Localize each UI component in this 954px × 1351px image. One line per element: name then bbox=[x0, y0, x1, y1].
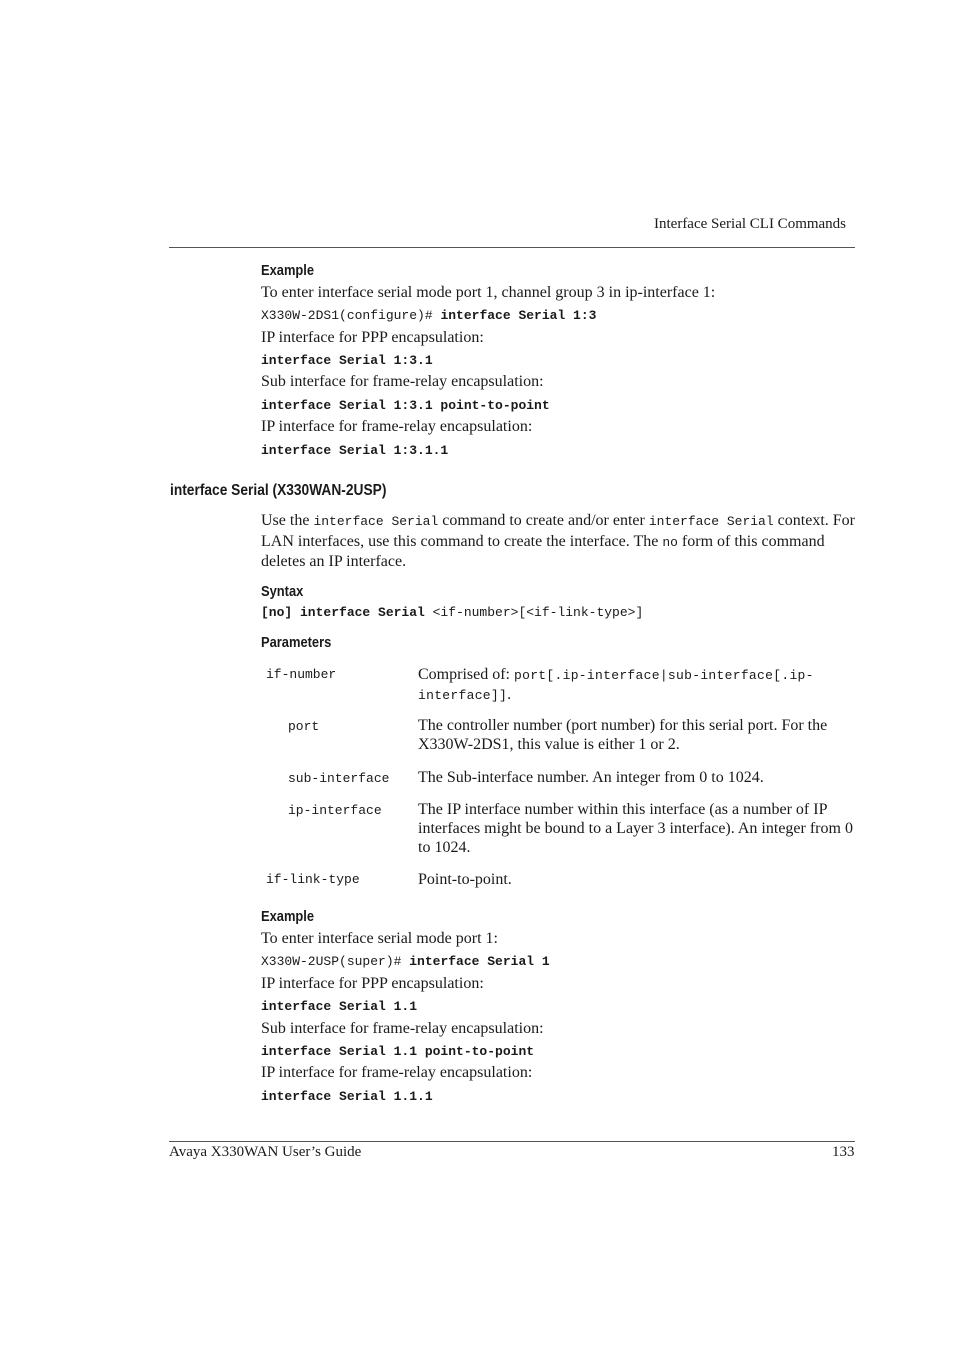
page-number: 133 bbox=[832, 1144, 855, 1160]
cli-prompt: X330W-2DS1(configure)# bbox=[261, 308, 441, 323]
syntax-line bbox=[261, 605, 643, 620]
cli-command: interface Serial 1 bbox=[409, 954, 550, 969]
example-command: interface Serial 1.1 point-to-point bbox=[261, 1044, 535, 1059]
running-header-title: Interface Serial CLI Commands bbox=[654, 216, 847, 232]
param-name: if-number bbox=[266, 667, 337, 682]
section-description bbox=[261, 511, 861, 572]
syntax-command: [no] interface Serial bbox=[261, 605, 425, 620]
example-command-line bbox=[261, 308, 596, 323]
example-command: interface Serial 1:3.1 bbox=[261, 353, 433, 368]
example-command: interface Serial 1.1 bbox=[261, 999, 418, 1014]
header-rule bbox=[169, 247, 855, 248]
param-description: The IP interface number within this interface (as a number of IP interfaces might be bound to a Layer 3 interface). An integer from 0 to 1024. bbox=[418, 801, 853, 856]
footer-title: Avaya X330WAN User’s Guide bbox=[169, 1144, 362, 1160]
description-code: interface Serial bbox=[313, 514, 439, 529]
example-label: IP interface for frame-relay encapsulation: bbox=[261, 418, 533, 435]
param-description: The Sub-interface number. An integer from 0 to 1024. bbox=[418, 769, 764, 786]
parameters-heading: Parameters bbox=[261, 634, 332, 651]
description-text: form of this command deletes an IP interface. bbox=[261, 532, 825, 570]
section-title: interface Serial (X330WAN-2USP) bbox=[170, 482, 387, 499]
param-description: The controller number (port number) for this serial port. For the X330W-2DS1, this value is either 1 or 2. bbox=[418, 717, 828, 753]
param-name: sub-interface bbox=[288, 771, 390, 786]
example-intro: To enter interface serial mode port 1: bbox=[261, 930, 498, 947]
example-label: IP interface for PPP encapsulation: bbox=[261, 975, 484, 992]
cli-command: interface Serial 1:3 bbox=[440, 308, 597, 323]
param-description bbox=[418, 665, 860, 705]
syntax-heading: Syntax bbox=[261, 583, 304, 600]
description-code: interface Serial bbox=[648, 514, 774, 529]
footer-rule bbox=[169, 1141, 855, 1142]
example-heading: Example bbox=[261, 262, 315, 279]
example-intro: To enter interface serial mode port 1, channel group 3 in ip-interface 1: bbox=[261, 284, 716, 301]
syntax-arguments: <if-number>[<if-link-type>] bbox=[424, 605, 644, 620]
param-name: if-link-type bbox=[266, 872, 360, 887]
param-name: ip-interface bbox=[288, 803, 382, 818]
example-command: interface Serial 1:3.1 point-to-point bbox=[261, 398, 550, 413]
example-command: interface Serial 1.1.1 bbox=[261, 1089, 433, 1104]
param-description-text: Comprised of: bbox=[418, 666, 514, 683]
cli-prompt: X330W-2USP(super)# bbox=[261, 954, 410, 969]
example-heading: Example bbox=[261, 908, 315, 925]
param-description: Point-to-point. bbox=[418, 871, 512, 888]
example-label: IP interface for PPP encapsulation: bbox=[261, 329, 484, 346]
param-description-text: . bbox=[507, 686, 512, 703]
example-command: interface Serial 1:3.1.1 bbox=[261, 443, 449, 458]
description-text: context. For LAN interfaces, use this command to create the interface. The bbox=[261, 512, 855, 550]
example-label: IP interface for frame-relay encapsulation: bbox=[261, 1064, 533, 1081]
example-label: Sub interface for frame-relay encapsulation: bbox=[261, 373, 544, 390]
example-label: Sub interface for frame-relay encapsulation: bbox=[261, 1020, 544, 1037]
example-command-line bbox=[261, 954, 550, 969]
param-name: port bbox=[288, 719, 320, 734]
param-description-code: port[.ip-interface|sub-interface[.ip-interface]] bbox=[418, 668, 814, 703]
description-code: no bbox=[662, 534, 678, 550]
description-text: command to create and/or enter bbox=[438, 512, 649, 529]
description-text: Use the bbox=[261, 512, 314, 529]
